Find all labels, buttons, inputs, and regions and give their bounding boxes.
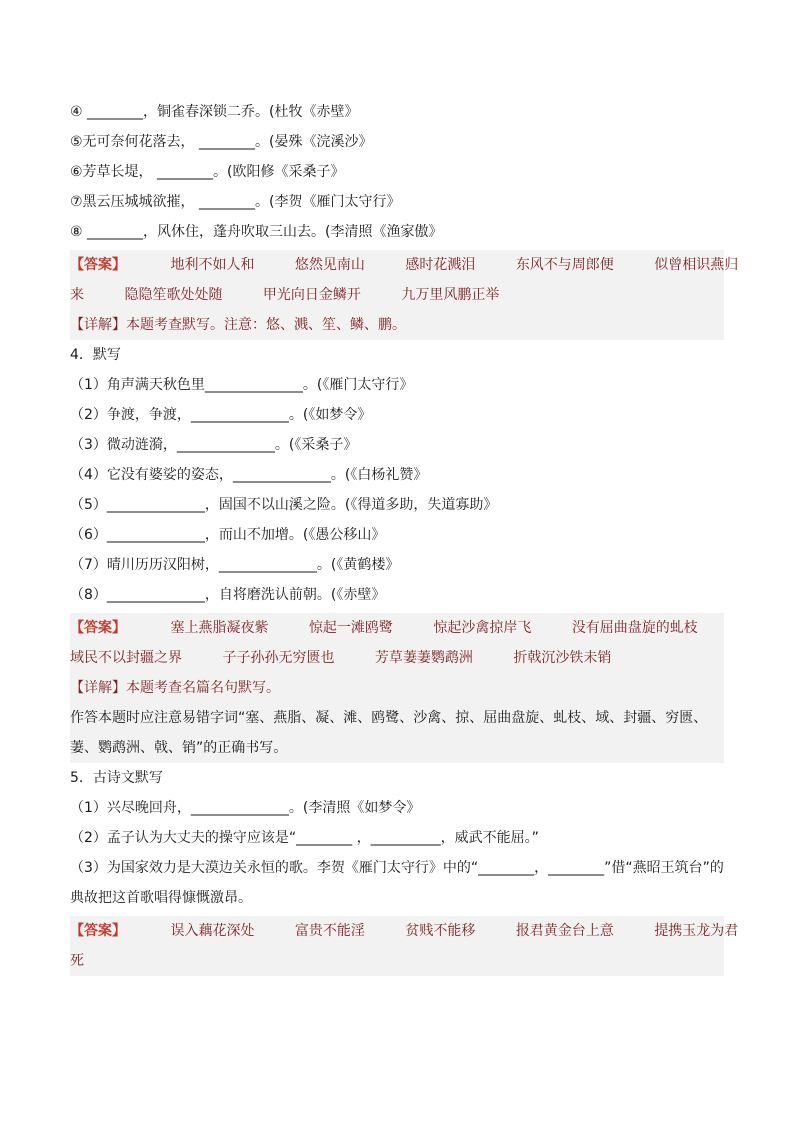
question-item: （5）______________，固国不以山溪之险。(《得道多助，失道寡助》	[70, 497, 498, 513]
answer-text: 惊起一滩鸥鹭	[308, 620, 393, 636]
answer-text: 甲光向日金鳞开	[262, 287, 361, 303]
answer-line	[70, 280, 724, 310]
detail-line	[70, 310, 724, 340]
answer-text: 没有屈曲盘旋的虬枝	[571, 620, 698, 636]
question-item: ⑦黑云压城城欲摧， ________。(李贺《雁门太守行》	[70, 194, 401, 210]
answer-box	[70, 613, 724, 763]
question-item: ④ ________，铜雀春深锁二乔。(杜牧《赤壁》	[70, 104, 359, 120]
detail-body: 作答本题时应注意易错字词“塞、燕脂、凝、滩、鸥鹭、沙禽、掠、屈曲盘旋、虬枝、域、封疆、穷匮、萋、鹦鹉洲、戟、销”的正确书写。	[70, 710, 708, 756]
answer-text: 塞上燕脂凝夜紫	[170, 620, 269, 636]
document-page	[70, 97, 739, 976]
answer-tag: 【答案】	[70, 620, 126, 636]
answer-text: 东风不与周郎便	[515, 257, 614, 273]
answer-text: 芳草萋萋鹦鹉洲	[374, 650, 473, 666]
answer-text: 悠然见南山	[294, 257, 365, 273]
question-item: （2）争渡，争渡，______________。(《如梦令》	[70, 407, 372, 423]
answer-text: 地利不如人和	[170, 257, 255, 273]
question-item: （1）角声满天秋色里______________。(《雁门太守行》	[70, 377, 414, 393]
detail-line	[70, 673, 724, 703]
answer-text: 九万里风鹏正举	[401, 287, 500, 303]
answer-text: 富贵不能淫	[294, 923, 365, 939]
question-item: （1）兴尽晚回舟，______________。(李清照《如梦令》	[70, 800, 421, 816]
answer-text: 惊起沙禽掠岸飞	[433, 620, 532, 636]
answer-line	[70, 916, 739, 946]
answer-text: 似曾相识燕归	[654, 257, 739, 273]
answer-line	[70, 946, 724, 976]
question-item: （4）它没有婆娑的姿态，______________。(《白杨礼赞》	[70, 467, 428, 483]
answer-tag: 【答案】	[70, 923, 126, 939]
answer-text: 感时花溅泪	[405, 257, 476, 273]
question-item: ⑧ ________，风休住，蓬舟吹取三山去。(李清照《渔家傲》	[70, 224, 443, 240]
answer-text: 来	[70, 287, 84, 303]
answer-box	[70, 250, 739, 340]
answer-text: 贫贱不能移	[405, 923, 476, 939]
question-item: （3）为国家效力是大漠边关永恒的歌。李贺《雁门太守行》中的“________，________”借“燕昭王筑台”的	[70, 860, 724, 876]
answer-text: 子子孙孙无穷匮也	[222, 650, 335, 666]
answer-text: 报君黄金台上意	[515, 923, 614, 939]
answer-tag: 【答案】	[70, 257, 126, 273]
answer-text: 死	[70, 953, 84, 969]
question-item: （7）晴川历历汉阳树，______________。(《黄鹤楼》	[70, 557, 400, 573]
question-item: （3）微动涟漪，______________。(《采桑子》	[70, 437, 358, 453]
answer-box	[70, 916, 739, 976]
answer-line	[70, 643, 724, 673]
answer-text: 域民不以封疆之界	[70, 650, 182, 666]
answer-line	[70, 613, 724, 643]
detail-title: 【详解】本题考查名篇名句默写。	[70, 680, 280, 696]
part5-items	[70, 793, 724, 913]
section-heading: 4．默写	[70, 347, 121, 363]
answer-text: 提携玉龙为君	[654, 923, 739, 939]
part4-items	[70, 370, 724, 610]
question-item: ⑥芳草长堤， ________。(欧阳修《采桑子》	[70, 164, 345, 180]
answer-text: 误入藕花深处	[170, 923, 255, 939]
question-item: （6）______________，而山不加增。(《愚公移山》	[70, 527, 386, 543]
question-item: （2）孟子认为大丈夫的操守应该是“________ ，__________，威武不能屈。”	[70, 830, 539, 846]
answer-line	[70, 250, 739, 280]
part3-items	[70, 97, 724, 247]
question-item: （8）______________，自将磨洗认前朝。(《赤壁》	[70, 587, 386, 603]
answer-text: 折戟沉沙铁未销	[513, 650, 612, 666]
answer-text: 隐隐笙歌处处随	[124, 287, 223, 303]
detail-text: 【详解】本题考查默写。注意：悠、溅、笙、鳞、鹏。	[70, 317, 406, 333]
section-heading: 5．古诗文默写	[70, 770, 163, 786]
question-item: 典故把这首歌唱得慷慨激昂。	[70, 890, 252, 906]
question-item: ⑤无可奈何花落去， ________。(晏殊《浣溪沙》	[70, 134, 373, 150]
